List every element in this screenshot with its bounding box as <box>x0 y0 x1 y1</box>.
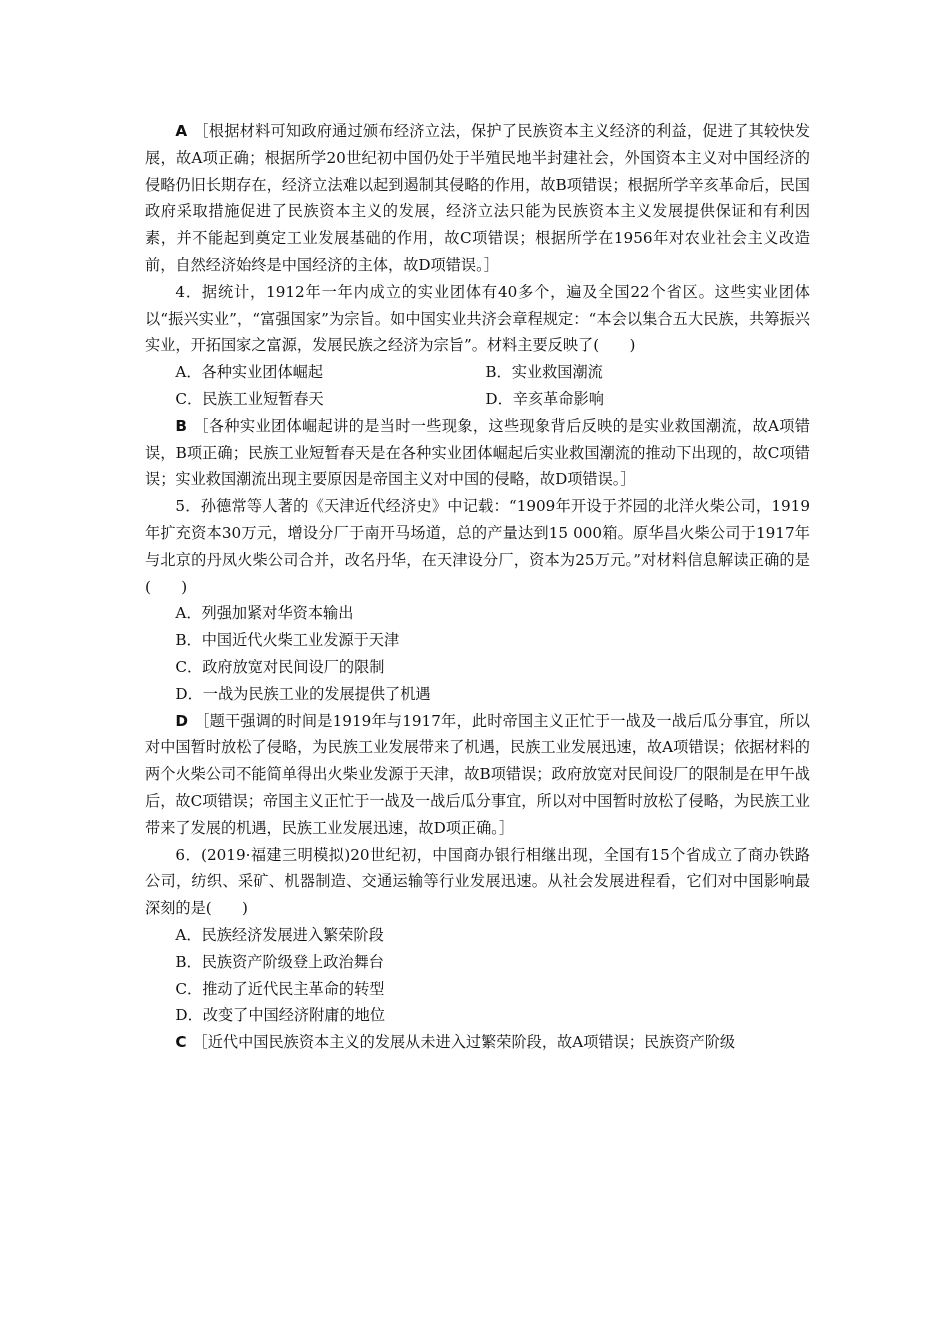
answer-explanation-3 <box>145 118 810 279</box>
answer-letter: D <box>175 711 188 730</box>
answer-explanation-5 <box>145 708 810 842</box>
question-5-stem: 5．孙德常等人著的《天津近代经济史》中记载：“1909年开设于芥园的北洋火柴公司，1919年扩充资本30万元，增设分厂于南开马场道，总的产量达到15 000箱。原华昌火柴公司于1917年与北京的丹凤火柴公司合并，改名丹华，在天津设分厂，资本为25万元。”对材料信息解读正确的是( ) <box>145 497 810 596</box>
option-b: B．民族资产阶级登上政治舞台 <box>175 952 384 971</box>
question-4-options-row-1 <box>145 359 810 386</box>
answer-explanation-4 <box>145 413 810 493</box>
option-c: C．推动了近代民主革命的转型 <box>175 979 385 998</box>
option-c: C．民族工业短暂春天 <box>175 389 324 408</box>
option-d: D．改变了中国经济附庸的地位 <box>175 1006 386 1025</box>
option-d: D．辛亥革命影响 <box>485 389 604 408</box>
option-d: D．一战为民族工业的发展提供了机遇 <box>175 684 431 703</box>
question-6-stem: 6．(2019·福建三明模拟)20世纪初，中国商办银行相继出现，全国有15个省成立了商办铁路公司，纺织、采矿、机器制造、交通运输等行业发展迅速。从社会发展进程看，它们对中国影响最深刻的是( ) <box>145 845 810 918</box>
question-4-stem: 4．据统计，1912年一年内成立的实业团体有40多个，遍及全国22个省区。这些实业团体以“振兴实业”，“富强国家”为宗旨。如中国实业共济会章程规定：“本会以集合五大民族，共筹振兴实业，开拓国家之富源，发展民族之经济为宗旨”。材料主要反映了( ) <box>145 282 810 355</box>
option-b: B．实业救国潮流 <box>485 363 603 382</box>
option-a: A．民族经济发展进入繁荣阶段 <box>175 925 384 944</box>
question-4-options-row-2 <box>145 386 810 413</box>
answer-letter: C <box>175 1033 187 1052</box>
option-c: C．政府放宽对民间设厂的限制 <box>175 657 385 676</box>
answer-letter: B <box>175 416 187 435</box>
document-page <box>145 118 810 1056</box>
answer-letter: A <box>175 122 188 140</box>
explanation-text: ［近代中国民族资本主义的发展从未进入过繁荣阶段，故A项错误；民族资产阶级 <box>192 1033 736 1052</box>
explanation-text: ［根据材料可知政府通过颁布经济立法，保护了民族资本主义经济的利益，促进了其较快发展，故A项正确；根据所学20世纪初中国仍处于半殖民地半封建社会，外国资本主义对中国经济的侵略仍旧长期存在，经济立法难以起到遏制其侵略的作用，故B项错误；根据所学辛亥革命后，民国政府采取措施促进了民族资本主义的发展，经济立法只能为民族资本主义发展提供保证和有利因素，并不能起到奠定工业发展基础的作用，故C项错误；根据所学在1956年对农业社会主义改造前，自然经济始终是中国经济的主体，故D项错误。］ <box>145 122 810 274</box>
option-b: B．中国近代火柴工业发源于天津 <box>175 631 400 650</box>
explanation-text: ［各种实业团体崛起讲的是当时一些现象，这些现象背后反映的是实业救国潮流，故A项错误，B项正确；民族工业短暂春天是在各种实业团体崛起后实业救国潮流的推动下出现的，故C项错误；实业救国潮流出现主要原因是帝国主义对中国的侵略，故D项错误。］ <box>145 416 810 489</box>
option-a: A．各种实业团体崛起 <box>175 363 324 382</box>
answer-explanation-6 <box>145 1029 810 1056</box>
explanation-text: ［题干强调的时间是1919年与1917年，此时帝国主义正忙于一战及一战后瓜分事宜，所以对中国暂时放松了侵略，为民族工业发展带来了机遇，民族工业发展迅速，故A项错误；依据材料的两个火柴公司不能简单得出火柴业发源于天津，故B项错误；政府放宽对民间设厂的限制是在甲午战后，故C项错误；帝国主义正忙于一战及一战后瓜分事宜，所以对中国暂时放松了侵略，为民族工业带来了发展的机遇，民族工业发展迅速，故D项正确。］ <box>145 711 810 837</box>
option-a: A．列强加紧对华资本输出 <box>175 604 354 623</box>
